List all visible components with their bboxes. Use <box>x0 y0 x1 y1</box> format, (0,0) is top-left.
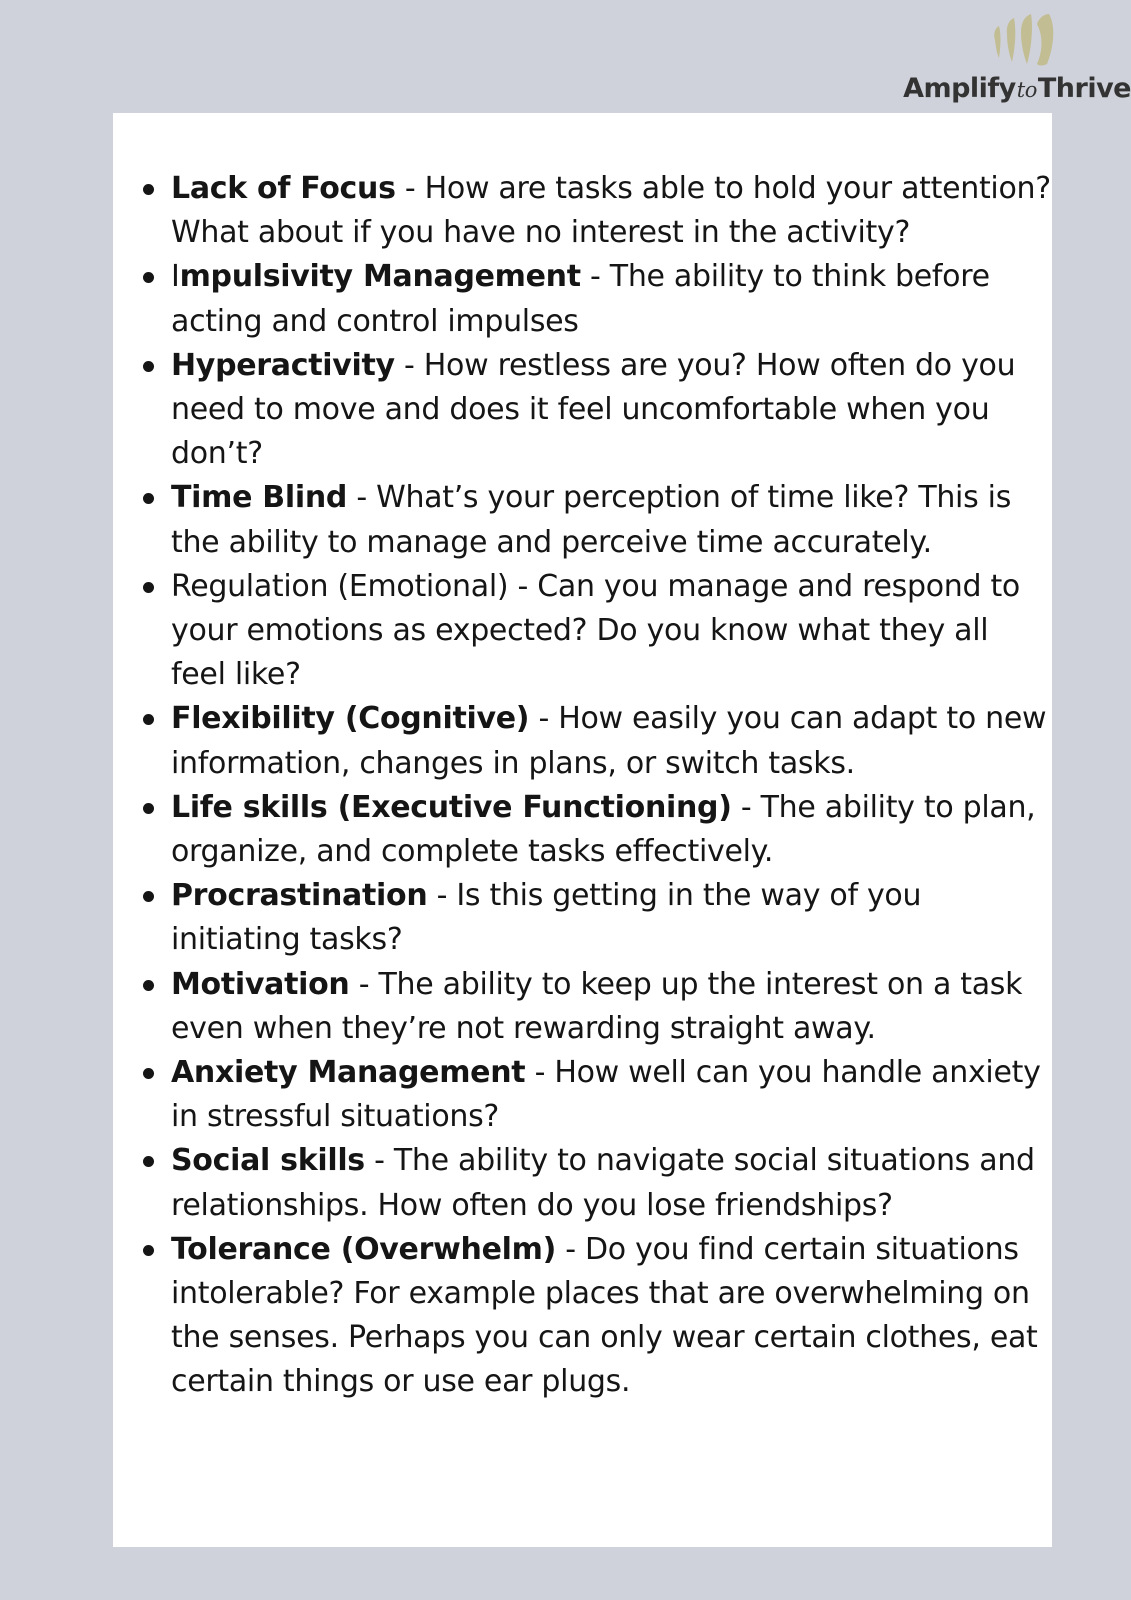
list-item <box>171 874 1051 962</box>
item-term: Procrastination <box>171 878 428 914</box>
list-item <box>171 697 1051 785</box>
item-description: - What’s your perception of time like? This is the ability to manage and perceive time accurately. <box>171 480 1012 560</box>
item-term: Life skills (Executive Functioning) <box>171 789 732 825</box>
item-term: Anxiety Management <box>171 1055 526 1091</box>
item-term: Time Blind <box>171 480 348 516</box>
list-item <box>171 255 1051 343</box>
item-term: Motivation <box>171 966 350 1002</box>
list-item <box>171 167 1051 255</box>
bullet-icon <box>143 272 154 283</box>
item-term: Social skills <box>171 1143 365 1179</box>
bullet-icon <box>143 493 154 504</box>
bullet-icon <box>143 714 154 725</box>
item-description: - Is this getting in the way of you initiating tasks? <box>171 878 922 958</box>
bullet-icon <box>143 361 154 372</box>
logo-wave-3 <box>1021 14 1032 64</box>
bullet-icon <box>143 1068 154 1079</box>
item-description: - The ability to keep up the interest on a task even when they’re not rewarding straight away. <box>171 966 1023 1046</box>
list-item <box>171 476 1051 564</box>
bullet-icon <box>143 1156 154 1167</box>
item-term: Lack of Focus <box>171 171 396 206</box>
item-description: - How easily you can adapt to new information, changes in plans, or switch tasks. <box>171 701 1047 781</box>
bullet-icon <box>143 803 154 814</box>
sound-wave-hand-icon <box>989 10 1057 70</box>
item-term: Hyperactivity <box>171 347 395 383</box>
list-item <box>171 1228 1051 1405</box>
item-description: - The ability to plan, organize, and complete tasks effectively. <box>171 789 1036 870</box>
brand-word-amplify: Amplify <box>903 73 1016 104</box>
trait-list <box>171 167 1051 1405</box>
list-item <box>171 786 1051 874</box>
item-term: Tolerance (Overwhelm) <box>171 1231 556 1267</box>
item-description: - How restless are you? How often do you need to move and does it feel uncomfortable when you don’t? <box>171 347 1016 472</box>
item-description: - The ability to navigate social situations and relationships. How often do you lose friendships? <box>171 1143 1035 1223</box>
bullet-icon <box>143 891 154 902</box>
logo-wave-1 <box>994 26 1000 58</box>
brand-word-to: to <box>1016 78 1037 102</box>
list-item <box>171 565 1051 698</box>
item-description: - Do you find certain situations intolerable? For example places that are overwhelming on the senses. Perhaps you can only wear certain clothes, eat certain things or use ear plugs. <box>171 1231 1038 1400</box>
logo-wave-4 <box>1037 14 1053 66</box>
bullet-icon <box>143 582 154 593</box>
logo-wave-2 <box>1007 18 1016 62</box>
list-item <box>171 963 1051 1051</box>
item-term: Flexibility (Cognitive) <box>171 701 530 737</box>
bullet-icon <box>143 184 154 195</box>
brand-wordmark <box>903 72 1131 107</box>
brand-logo <box>903 8 1131 108</box>
list-item <box>171 344 1051 477</box>
list-item <box>171 1051 1051 1139</box>
brand-word-thrive: Thrive <box>1037 73 1131 104</box>
item-term: mpulsivity Management <box>179 259 581 295</box>
item-text: Regulation (Emotional) - Can you manage and respond to your emotions as expected? Do you know what they all feel like? <box>171 568 1020 693</box>
list-item <box>171 1139 1051 1227</box>
item-description: - How are tasks able to hold your attention? What about if you have no interest in the activity? <box>171 171 1051 251</box>
bullet-icon <box>143 1245 154 1256</box>
content-card <box>113 113 1052 1547</box>
item-description: - How well can you handle anxiety in stressful situations? <box>171 1055 1041 1135</box>
bullet-icon <box>143 980 154 991</box>
item-term-prefix: I <box>171 259 180 295</box>
item-description: - The ability to think before acting and control impulses <box>171 259 990 339</box>
